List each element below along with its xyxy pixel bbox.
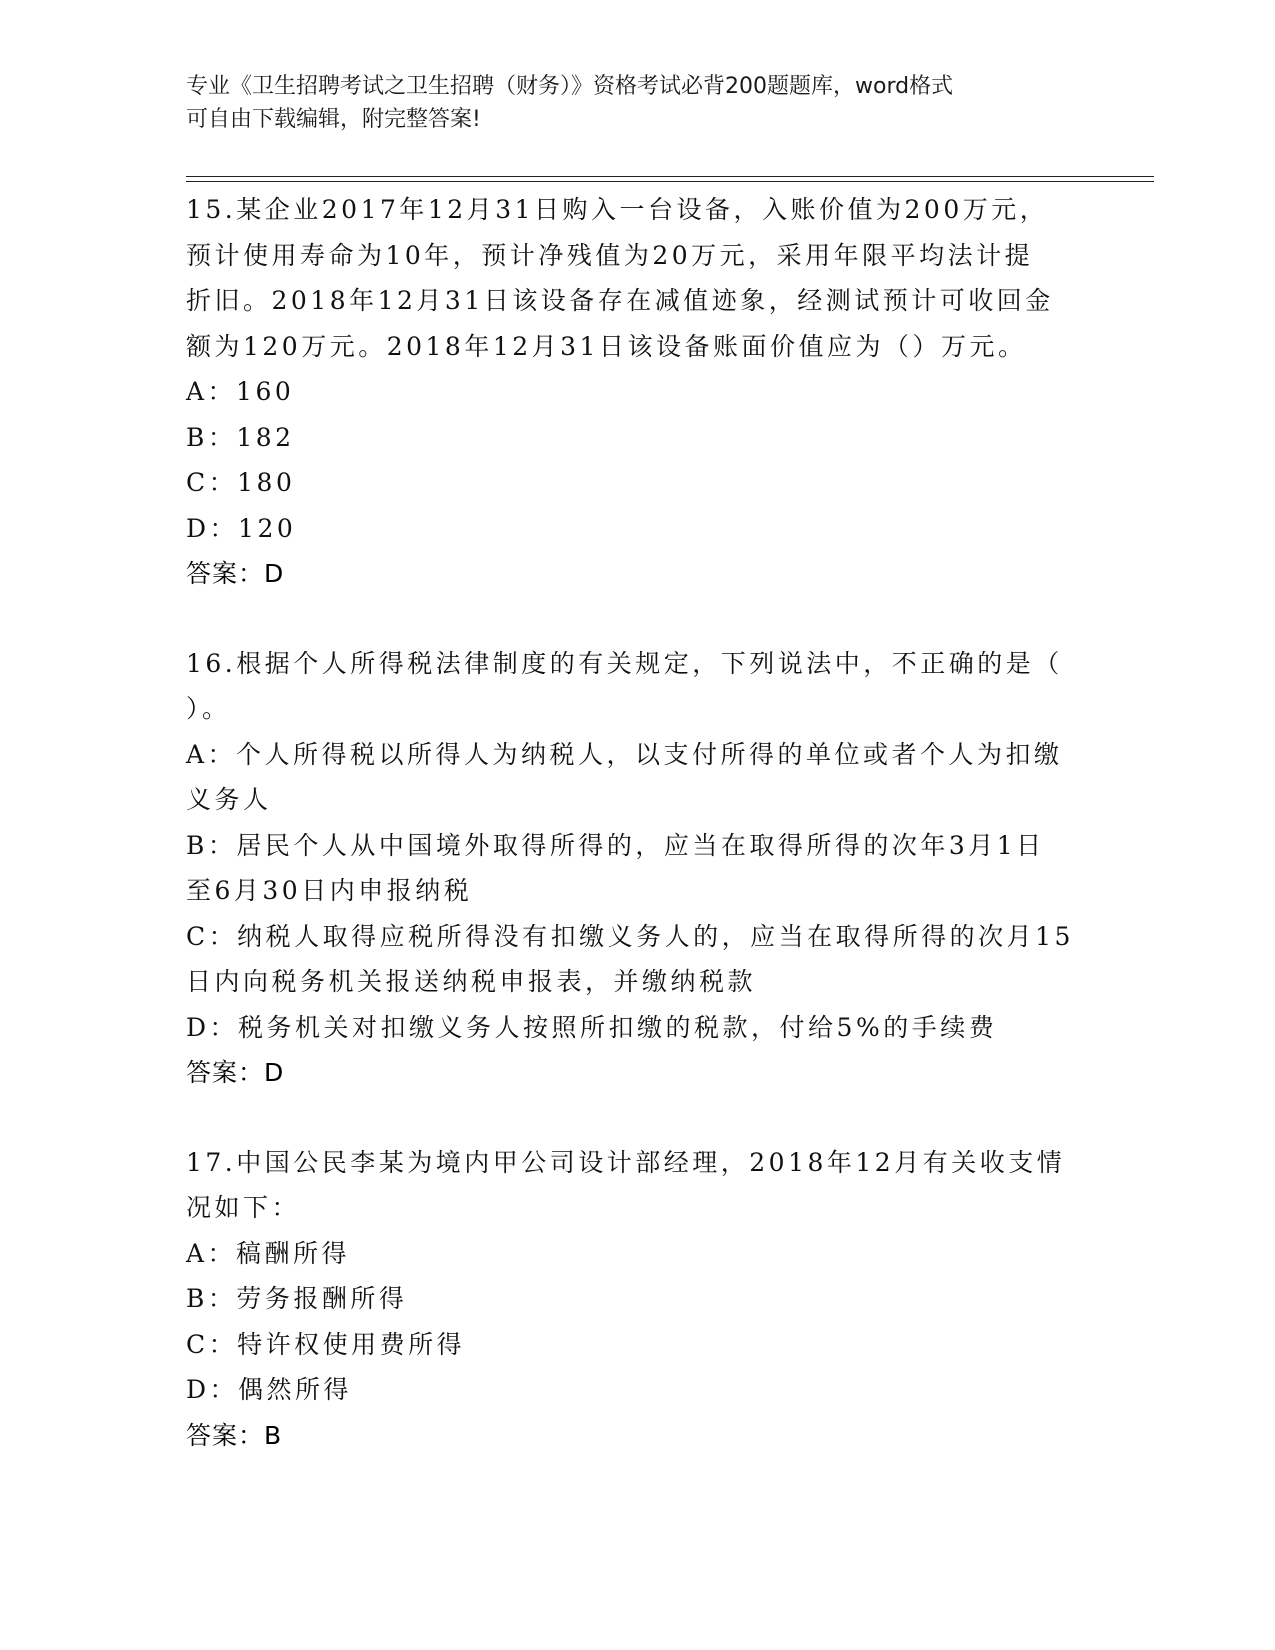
option-c: C：特许权使用费所得 bbox=[186, 1329, 466, 1359]
option-b: B：182 bbox=[186, 422, 295, 452]
question-stem-line: 额为120万元。2018年12月31日该设备账面价值应为（）万元。 bbox=[186, 331, 1027, 361]
option-a-continued: 义务人 bbox=[186, 785, 272, 814]
option-a: A：个人所得税以所得人为纳税人，以支付所得的单位或者个人为扣缴 bbox=[186, 739, 1063, 769]
question-stem-line: 况如下： bbox=[186, 1193, 301, 1222]
question-list bbox=[186, 187, 1086, 1458]
question-stem-line: ）。 bbox=[186, 694, 231, 723]
question-stem-line: 预计使用寿命为10年，预计净残值为20万元，采用年限平均法计提 bbox=[186, 240, 1034, 270]
question-stem-line: 17.中国公民李某为境内甲公司设计部经理，2018年12月有关收支情 bbox=[186, 1147, 1066, 1177]
option-c-continued: 日内向税务机关报送纳税申报表，并缴纳税款 bbox=[186, 967, 757, 996]
header-divider-bottom bbox=[186, 181, 1154, 182]
question-stem-line: 15.某企业2017年12月31日购入一台设备，入账价值为200万元， bbox=[186, 195, 1049, 224]
document-header bbox=[186, 70, 1086, 136]
header-line-2: 可自由下载编辑，附完整答案! bbox=[186, 107, 481, 132]
option-d: D：偶然所得 bbox=[186, 1375, 353, 1404]
answer-line: 答案：D bbox=[186, 559, 285, 588]
option-a: A：稿酬所得 bbox=[186, 1238, 351, 1268]
question-17 bbox=[186, 1140, 1086, 1459]
header-divider-top bbox=[186, 176, 1154, 177]
option-c: C：180 bbox=[186, 468, 296, 497]
answer-line: 答案：B bbox=[186, 1420, 283, 1450]
answer-line: 答案：D bbox=[186, 1058, 285, 1087]
option-a: A：160 bbox=[186, 377, 295, 406]
option-d: D：税务机关对扣缴义务人按照所扣缴的税款，付给5%的手续费 bbox=[186, 1012, 998, 1042]
question-15 bbox=[186, 187, 1086, 597]
question-stem-line: 16.根据个人所得税法律制度的有关规定，下列说法中，不正确的是（ bbox=[186, 648, 1063, 678]
option-c: C：纳税人取得应税所得没有扣缴义务人的，应当在取得所得的次月15 bbox=[186, 921, 1074, 951]
option-d: D：120 bbox=[186, 513, 297, 543]
question-stem-line: 折旧。2018年12月31日该设备存在减值迹象，经测试预计可收回金 bbox=[186, 286, 1054, 315]
option-b: B：居民个人从中国境外取得所得的，应当在取得所得的次年3月1日 bbox=[186, 830, 1045, 860]
option-b-continued: 至6月30日内申报纳税 bbox=[186, 876, 473, 905]
option-b: B：劳务报酬所得 bbox=[186, 1284, 408, 1313]
question-16 bbox=[186, 641, 1086, 1096]
header-line-1: 专业《卫生招聘考试之卫生招聘（财务）》资格考试必背200题题库，word格式 bbox=[186, 74, 954, 99]
